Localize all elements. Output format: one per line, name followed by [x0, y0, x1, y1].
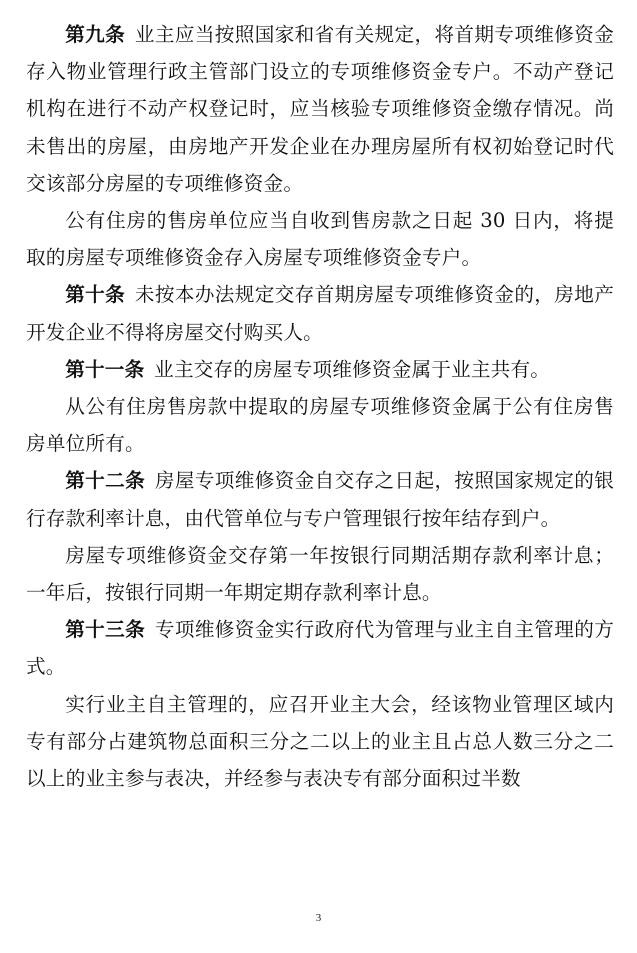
- document-body: [26, 16, 614, 797]
- paragraph-self-management: [26, 686, 614, 798]
- paragraph-text: 从公有住房售房款中提取的房屋专项维修资金属于公有住房售房单位所有。: [26, 395, 614, 456]
- article-heading: 第十一条: [65, 357, 145, 381]
- article-text: 房屋专项维修资金自交存之日起，按照国家规定的银行存款利率计息，由代管单位与专户管理银行按年结存到户。: [26, 469, 614, 530]
- article-text: 业主应当按照国家和省有关规定，将首期专项维修资金存入物业管理行政主管部门设立的专项维修资金专户。不动产登记机构在进行不动产权登记时，应当核验专项维修资金缴存情况。尚未售出的房屋，由房地产开发企业在办理房屋所有权初始登记时代交该部分房屋的专项维修资金。: [26, 23, 614, 195]
- paragraph-public-housing-ownership: [26, 388, 614, 462]
- article-text: 专项维修资金实行政府代为管理与业主自主管理的方式。: [26, 618, 614, 679]
- article-heading: 第九条: [65, 23, 126, 46]
- article-heading: 第十三条: [65, 618, 146, 642]
- paragraph-public-housing-deposit: [26, 202, 614, 276]
- paragraph-article-10: [26, 276, 614, 350]
- paragraph-interest-rate: [26, 537, 614, 611]
- paragraph-text: 公有住房的售房单位应当自收到售房款之日起 30 日内，将提取的房屋专项维修资金存入房屋专项维修资金专户。: [26, 209, 614, 270]
- paragraph-text: 实行业主自主管理的，应召开业主大会，经该物业管理区域内专有部分占建筑物总面积三分之二以上的业主且占总人数三分之二以上的业主参与表决，并经参与表决专有部分面积过半数: [26, 692, 614, 791]
- paragraph-article-13: [26, 611, 614, 685]
- article-text: 未按本办法规定交存首期房屋专项维修资金的，房地产开发企业不得将房屋交付购买人。: [26, 283, 614, 344]
- article-heading: 第十条: [65, 283, 126, 307]
- article-heading: 第十二条: [65, 469, 146, 493]
- article-text: 业主交存的房屋专项维修资金属于业主共有。: [154, 357, 551, 381]
- page-number: 3: [315, 912, 322, 924]
- paragraph-text: 房屋专项维修资金交存第一年按银行同期活期存款利率计息；一年后，按银行同期一年期定期存款利率计息。: [26, 543, 614, 605]
- paragraph-article-11: [26, 351, 614, 388]
- paragraph-article-12: [26, 462, 614, 536]
- paragraph-article-9: [26, 16, 614, 202]
